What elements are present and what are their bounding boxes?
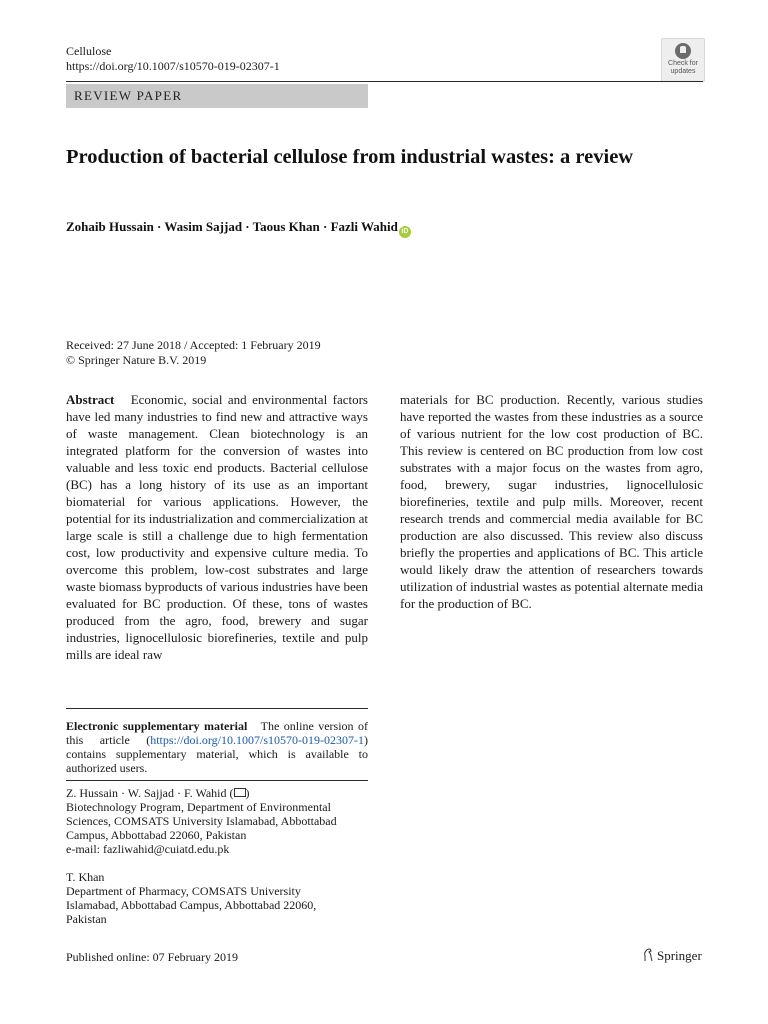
esm-link[interactable]: https://doi.org/10.1007/s10570-019-02307-1 <box>150 733 364 747</box>
affiliation-1-line: Biotechnology Program, Department of Environmental <box>66 800 331 814</box>
affiliation-2-names: T. Khan <box>66 870 105 884</box>
doi-link[interactable]: https://doi.org/10.1007/s10570-019-02307-1 <box>66 59 280 73</box>
article-dates <box>66 338 321 368</box>
check-line-1: Check for <box>668 60 698 67</box>
springer-horse-icon <box>642 948 654 962</box>
author-list <box>66 219 411 238</box>
section-band <box>66 84 368 108</box>
affiliation-1-line: Sciences, COMSATS University Islamabad, Abbottabad <box>66 814 337 828</box>
abstract-right-column <box>400 391 703 612</box>
springer-logo <box>642 948 702 964</box>
affiliation-rule <box>66 780 368 781</box>
published-date: Published online: 07 February 2019 <box>66 950 238 964</box>
esm-rule <box>66 708 368 709</box>
affiliation-spacer <box>66 856 368 870</box>
journal-header <box>66 44 280 74</box>
header-rule <box>66 81 703 82</box>
affiliation-2-line: Pakistan <box>66 912 107 926</box>
supplementary-note <box>66 719 368 775</box>
check-for-updates-badge[interactable] <box>661 38 705 82</box>
abstract-label: Abstract <box>66 392 115 407</box>
affiliation-1-email[interactable]: e-mail: fazliwahid@cuiatd.edu.pk <box>66 842 230 856</box>
received-accepted: Received: 27 June 2018 / Accepted: 1 February 2019 <box>66 338 321 352</box>
affiliation-2-line: Department of Pharmacy, COMSATS University <box>66 884 301 898</box>
abstract-left-column <box>66 391 368 663</box>
affiliation-1-names: Z. Hussain · W. Sajjad · F. Wahid ( ) <box>66 786 250 800</box>
esm-text-after: ) contains supplementary material, which is available to authorized users. <box>66 733 368 775</box>
check-line-2: updates <box>670 68 696 75</box>
esm-label: Electronic supplementary material <box>66 719 248 733</box>
journal-name: Cellulose <box>66 44 112 58</box>
bookmark-icon <box>675 43 691 59</box>
affiliations <box>66 786 368 926</box>
article-title: Production of bacterial cellulose from industrial wastes: a review <box>66 146 634 168</box>
esm-text-before: The online version of this article ( <box>66 719 368 747</box>
copyright-line: © Springer Nature B.V. 2019 <box>66 353 207 367</box>
affiliation-1-line: Campus, Abbottabad 22060, Pakistan <box>66 828 247 842</box>
orcid-icon[interactable]: iD <box>399 226 411 238</box>
affiliation-2-line: Islamabad, Abbottabad Campus, Abbottabad 22060, <box>66 898 317 912</box>
envelope-icon[interactable] <box>234 788 246 797</box>
section-label: REVIEW PAPER <box>74 88 183 103</box>
abstract-text-left: Economic, social and environmental factors have led many industries to find new and attractive ways of waste management. Clean biotechnology is an integrated platform for the conversion of wastes into valuable and less toxic end products. Bacterial cellulose (BC) has a long history of its use as an important biomaterial for various applications. However, the potential for its industrialization and commercialization at large scale is still a challenge due to high fermentation cost, low productivity and expensive culture media. To overcome this problem, low-cost substrates and large waste biomass byproducts of various industries have been evaluated for BC production. Of these, tons of wastes produced from the agro, food, brewery and sugar industries, lignocellulosic biorefineries, textile and pulp mills are ideal raw <box>66 392 368 662</box>
author-names[interactable]: Zohaib Hussain · Wasim Sajjad · Taous Khan · Fazli Wahid <box>66 219 398 234</box>
abstract-text-right: materials for BC production. Recently, various studies have reported the wastes from these industries as a source of various nutrient for the low cost production of BC. This review is centered on BC production from low cost substrates with a major focus on the wastes from agro, food, brewery, sugar industries, lignocellulosic biorefineries, textile and pulp mills. Moreover, recent research trends and commercial media available for BC production are also discussed. This review also discuss briefly the properties and applications of BC. This article would likely draw the attention of researchers towards utilization of industrial wastes as potential alternate media for the production of BC. <box>400 392 703 611</box>
publisher-name: Springer <box>657 948 702 963</box>
